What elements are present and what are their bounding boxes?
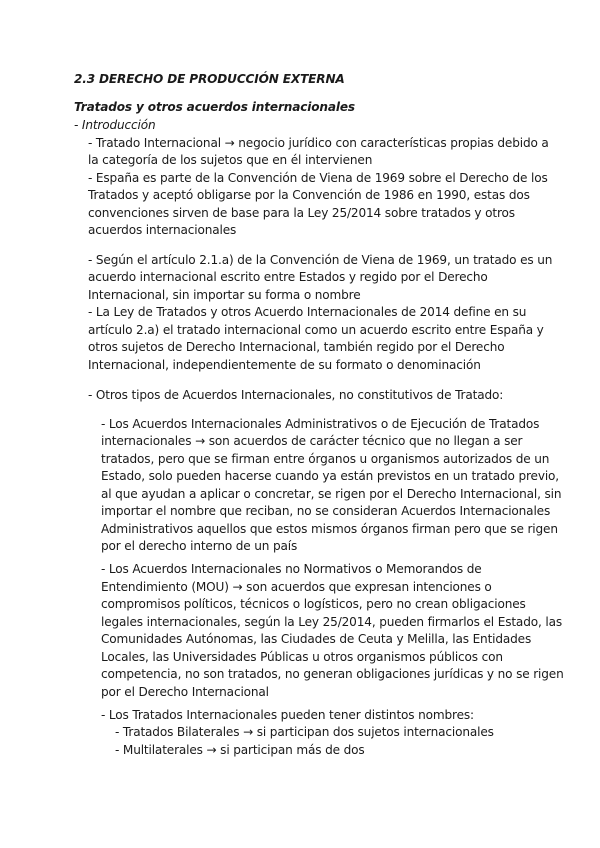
p3-line-3: Internacional, sin importar su forma o nombre <box>88 288 361 302</box>
p7-line-2: Entendimiento (MOU) → son acuerdos que expresan intenciones o <box>101 580 492 594</box>
p6-line-4: Estado, solo pueden hacerse cuando ya están previstos en un tratado previo, <box>101 469 560 483</box>
p7-line-6: Locales, las Universidades Públicas u otros organismos públicos con <box>101 650 503 664</box>
p7-line-7: competencia, no son tratados, no generan obligaciones jurídicas y no se rigen <box>101 667 564 681</box>
p6-line-6: importar el nombre que reciban, no se consideran Acuerdos Internacionales <box>101 504 551 518</box>
subtitle: Tratados y otros acuerdos internacionales <box>74 100 355 114</box>
section-title: 2.3 DERECHO DE PRODUCCIÓN EXTERNA <box>74 72 345 86</box>
p4-line-4: Internacional, independientemente de su formato o denominación <box>88 358 481 372</box>
p7-line-8: por el Derecho Internacional <box>101 685 269 699</box>
p3-line-1: - Según el artículo 2.1.a) de la Convención de Viena de 1969, un tratado es un <box>88 253 553 267</box>
p6-line-3: tratados, pero que se firman entre órganos u organismos autorizados de un <box>101 452 550 466</box>
p1-line-2: la categoría de los sujetos que en él intervienen <box>88 153 373 167</box>
p2-line-2: Tratados y aceptó obligarse por la Convención de 1986 en 1990, estas dos <box>88 188 530 202</box>
p7-line-3: compromisos políticos, técnicos o logísticos, pero no crean obligaciones <box>101 597 526 611</box>
intro-label: - Introducción <box>74 118 156 132</box>
p4-line-3: otros sujetos de Derecho Internacional, también regido por el Derecho <box>88 340 505 354</box>
p7-line-5: Comunidades Autónomas, las Ciudades de Ceuta y Melilla, las Entidades <box>101 632 532 646</box>
p2-line-3: convenciones sirven de base para la Ley 25/2014 sobre tratados y otros <box>88 206 515 220</box>
p7-line-4: legales internacionales, según la Ley 25/2014, pueden firmarlos el Estado, las <box>101 615 562 629</box>
p4-line-1: - La Ley de Tratados y otros Acuerdo Internacionales de 2014 define en su <box>88 305 527 319</box>
p10-line-1: - Multilaterales → si participan más de dos <box>115 743 365 757</box>
p2-line-1: - España es parte de la Convención de Viena de 1969 sobre el Derecho de los <box>88 171 548 185</box>
p6-line-1: - Los Acuerdos Internacionales Administrativos o de Ejecución de Tratados <box>101 417 540 431</box>
p6-line-2: internacionales → son acuerdos de carácter técnico que no llegan a ser <box>101 434 523 448</box>
p5-line-1: - Otros tipos de Acuerdos Internacionales, no constitutivos de Tratado: <box>88 388 504 402</box>
p2-line-4: acuerdos internacionales <box>88 223 237 237</box>
p6-line-5: al que ayudan a aplicar o concretar, se rigen por el Derecho Internacional, sin <box>101 487 562 501</box>
p6-line-7: Administrativos aquellos que estos mismos órganos firman pero que se rigen <box>101 522 558 536</box>
p3-line-2: acuerdo internacional escrito entre Estados y regido por el Derecho <box>88 270 488 284</box>
p8-line-1: - Los Tratados Internacionales pueden tener distintos nombres: <box>101 708 474 722</box>
p9-line-1: - Tratados Bilaterales → si participan dos sujetos internacionales <box>115 725 494 739</box>
p6-line-8: por el derecho interno de un país <box>101 539 298 553</box>
p1-line-1: - Tratado Internacional → negocio jurídico con características propias debido a <box>88 136 549 150</box>
p7-line-1: - Los Acuerdos Internacionales no Normativos o Memorandos de <box>101 562 482 576</box>
p4-line-2: artículo 2.a) el tratado internacional como un acuerdo escrito entre España y <box>88 323 544 337</box>
